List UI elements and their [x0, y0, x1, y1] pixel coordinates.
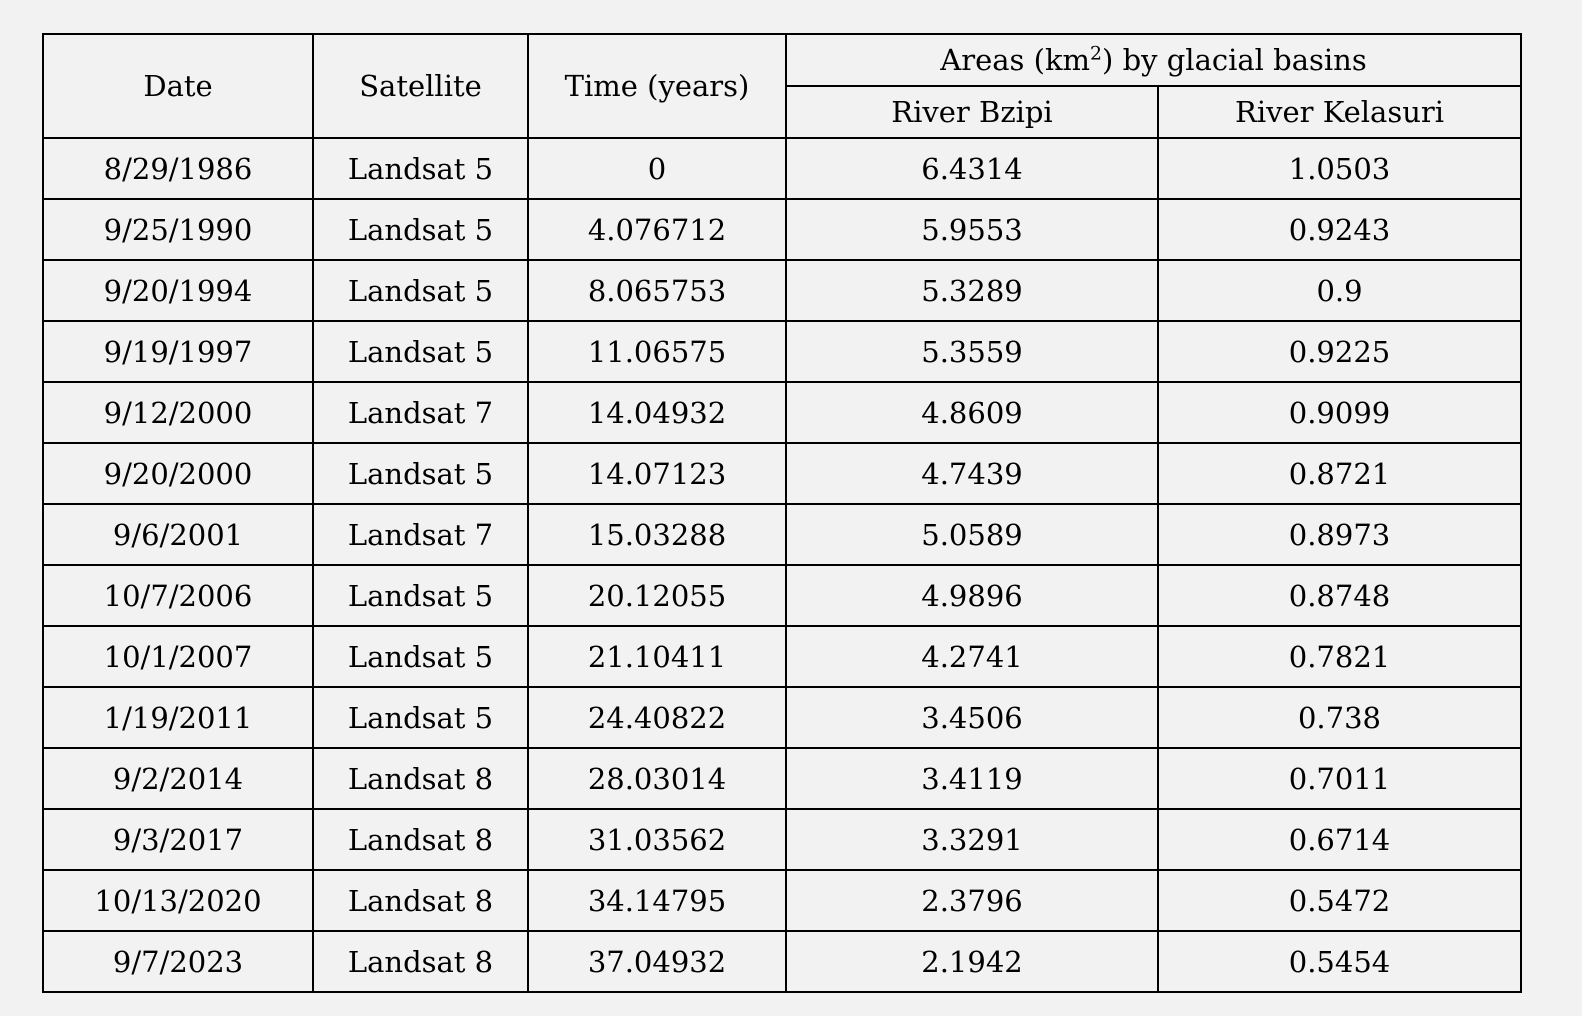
cell-bzipi: 3.4119	[786, 748, 1158, 809]
cell-time: 14.07123	[528, 443, 786, 504]
table-row	[43, 260, 1521, 321]
table-row	[43, 626, 1521, 687]
cell-bzipi: 3.4506	[786, 687, 1158, 748]
cell-time: 31.03562	[528, 809, 786, 870]
cell-satellite: Landsat 5	[313, 260, 528, 321]
cell-time: 20.12055	[528, 565, 786, 626]
cell-kelasuri: 0.5454	[1158, 931, 1521, 992]
cell-satellite: Landsat 8	[313, 748, 528, 809]
cell-satellite: Landsat 5	[313, 199, 528, 260]
cell-date: 9/7/2023	[43, 931, 313, 992]
cell-date: 9/2/2014	[43, 748, 313, 809]
table-row	[43, 870, 1521, 931]
cell-bzipi: 5.3559	[786, 321, 1158, 382]
cell-date: 10/13/2020	[43, 870, 313, 931]
cell-satellite: Landsat 5	[313, 626, 528, 687]
table-row	[43, 321, 1521, 382]
cell-kelasuri: 0.7821	[1158, 626, 1521, 687]
column-group-header-areas	[786, 34, 1521, 86]
areas-group-prefix: Areas (km	[940, 43, 1091, 77]
cell-date: 1/19/2011	[43, 687, 313, 748]
cell-kelasuri: 0.8721	[1158, 443, 1521, 504]
cell-kelasuri: 0.7011	[1158, 748, 1521, 809]
cell-kelasuri: 0.8973	[1158, 504, 1521, 565]
cell-date: 9/25/1990	[43, 199, 313, 260]
cell-bzipi: 5.3289	[786, 260, 1158, 321]
cell-kelasuri: 0.9225	[1158, 321, 1521, 382]
cell-kelasuri: 1.0503	[1158, 138, 1521, 199]
cell-time: 34.14795	[528, 870, 786, 931]
cell-date: 9/12/2000	[43, 382, 313, 443]
column-header-river-kelasuri: River Kelasuri	[1158, 86, 1521, 138]
cell-kelasuri: 0.9	[1158, 260, 1521, 321]
cell-satellite: Landsat 7	[313, 504, 528, 565]
table-row	[43, 504, 1521, 565]
cell-time: 24.40822	[528, 687, 786, 748]
areas-group-superscript: 2	[1090, 43, 1103, 65]
cell-satellite: Landsat 8	[313, 809, 528, 870]
cell-satellite: Landsat 8	[313, 870, 528, 931]
table-body	[43, 138, 1521, 992]
cell-satellite: Landsat 5	[313, 687, 528, 748]
cell-date: 10/7/2006	[43, 565, 313, 626]
table-row	[43, 931, 1521, 992]
cell-date: 9/3/2017	[43, 809, 313, 870]
cell-time: 37.04932	[528, 931, 786, 992]
cell-satellite: Landsat 5	[313, 565, 528, 626]
cell-bzipi: 3.3291	[786, 809, 1158, 870]
cell-time: 8.065753	[528, 260, 786, 321]
cell-bzipi: 4.7439	[786, 443, 1158, 504]
cell-satellite: Landsat 5	[313, 443, 528, 504]
table-header	[43, 34, 1521, 138]
table-row	[43, 199, 1521, 260]
table-row	[43, 443, 1521, 504]
cell-bzipi: 4.9896	[786, 565, 1158, 626]
cell-kelasuri: 0.9099	[1158, 382, 1521, 443]
cell-date: 10/1/2007	[43, 626, 313, 687]
cell-bzipi: 2.1942	[786, 931, 1158, 992]
table-row	[43, 687, 1521, 748]
cell-satellite: Landsat 8	[313, 931, 528, 992]
cell-bzipi: 2.3796	[786, 870, 1158, 931]
cell-bzipi: 4.2741	[786, 626, 1158, 687]
glacier-areas-table-container	[42, 33, 1520, 993]
cell-bzipi: 6.4314	[786, 138, 1158, 199]
column-header-satellite: Satellite	[313, 34, 528, 138]
cell-date: 9/19/1997	[43, 321, 313, 382]
cell-kelasuri: 0.738	[1158, 687, 1521, 748]
table-row	[43, 748, 1521, 809]
cell-time: 28.03014	[528, 748, 786, 809]
table-row	[43, 809, 1521, 870]
cell-time: 11.06575	[528, 321, 786, 382]
cell-satellite: Landsat 7	[313, 382, 528, 443]
column-header-time: Time (years)	[528, 34, 786, 138]
table-row	[43, 382, 1521, 443]
cell-bzipi: 5.9553	[786, 199, 1158, 260]
cell-satellite: Landsat 5	[313, 321, 528, 382]
cell-bzipi: 5.0589	[786, 504, 1158, 565]
cell-time: 21.10411	[528, 626, 786, 687]
cell-time: 0	[528, 138, 786, 199]
areas-group-suffix: ) by glacial basins	[1102, 43, 1367, 77]
cell-time: 15.03288	[528, 504, 786, 565]
cell-date: 8/29/1986	[43, 138, 313, 199]
cell-date: 9/20/1994	[43, 260, 313, 321]
cell-time: 14.04932	[528, 382, 786, 443]
cell-kelasuri: 0.5472	[1158, 870, 1521, 931]
table-header-row-1	[43, 34, 1521, 86]
cell-kelasuri: 0.6714	[1158, 809, 1521, 870]
cell-satellite: Landsat 5	[313, 138, 528, 199]
cell-bzipi: 4.8609	[786, 382, 1158, 443]
column-header-river-bzipi: River Bzipi	[786, 86, 1158, 138]
table-row	[43, 565, 1521, 626]
cell-kelasuri: 0.9243	[1158, 199, 1521, 260]
glacier-areas-table	[42, 33, 1522, 993]
cell-date: 9/20/2000	[43, 443, 313, 504]
table-row	[43, 138, 1521, 199]
cell-kelasuri: 0.8748	[1158, 565, 1521, 626]
column-header-date: Date	[43, 34, 313, 138]
cell-time: 4.076712	[528, 199, 786, 260]
cell-date: 9/6/2001	[43, 504, 313, 565]
